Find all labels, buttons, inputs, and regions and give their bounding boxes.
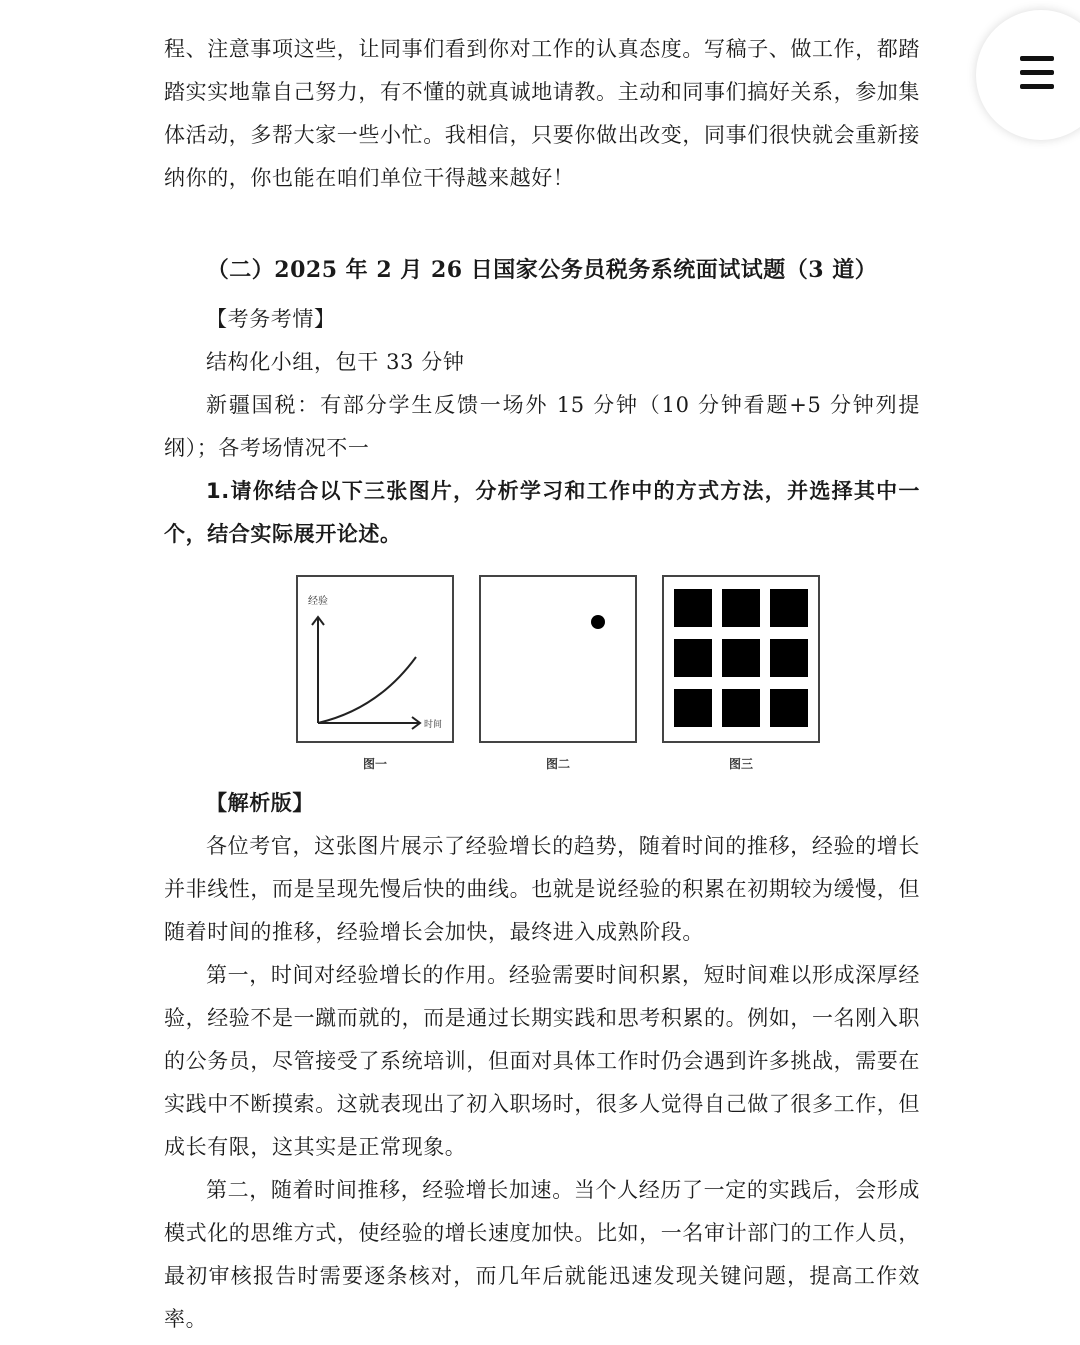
figure-three: [662, 575, 820, 743]
exam-format: 结构化小组，包干 33 分钟: [206, 350, 465, 374]
intro-paragraph: 程、注意事项这些，让同事们看到你对工作的认真态度。写稿子、做工作，都踏踏实实地靠自己努力，有不懂的就真诚地请教。主动和同事们搞好关系，参加集体活动，多帮大家一些小忙。我相信，只要你做出改变，同事们很快就会重新接纳你的，你也能在咱们单位干得越来越好！: [164, 37, 920, 190]
analysis-block: [164, 782, 920, 1341]
x-axis-label: 时间: [424, 720, 443, 730]
menu-button[interactable]: [976, 10, 1080, 140]
figure-one: [296, 575, 454, 743]
single-dot-figure: [481, 577, 635, 741]
intro-block: [164, 28, 920, 200]
hamburger-menu-icon: [1020, 56, 1054, 98]
figure-two: [479, 575, 637, 743]
grid-square: [674, 689, 712, 727]
xinjiang-note: 新疆国税：有部分学生反馈一场外 15 分钟（10 分钟看题+5 分钟列提纲）；各考场情况不一: [164, 393, 920, 460]
grid-square: [722, 689, 760, 727]
y-axis-label: 经验: [308, 596, 328, 607]
analysis-paragraph: 第二，随着时间推移，经验增长加速。当个人经历了一定的实践后，会形成模式化的思维方式，使经验的增长速度加快。比如，一名审计部门的工作人员，最初审核报告时需要逐条核对，而几年后就能迅速发现关键问题，提高工作效率。: [164, 1178, 920, 1331]
grid-square: [674, 589, 712, 627]
grid-square: [770, 589, 808, 627]
figure-one-caption: 图一: [362, 757, 387, 771]
growth-curve: [318, 657, 416, 723]
figures-row: [296, 575, 826, 775]
figure-two-caption: 图二: [545, 757, 570, 771]
grid-square: [770, 639, 808, 677]
dot: [591, 615, 605, 629]
exam-info-label: 【考务考情】: [206, 307, 336, 331]
question-1: 1.请你结合以下三张图片，分析学习和工作中的方式方法，并选择其中一个，结合实际展开论述。: [164, 479, 920, 546]
analysis-label: 【解析版】: [206, 791, 314, 815]
section-title: （二）2025 年 2 月 26 日国家公务员税务系统面试试题（3 道）: [206, 257, 878, 283]
grid-square: [770, 689, 808, 727]
grid-square: [674, 639, 712, 677]
grid-square: [722, 639, 760, 677]
grid-square: [722, 589, 760, 627]
experience-curve-chart: [298, 577, 452, 741]
analysis-paragraph: 第一，时间对经验增长的作用。经验需要时间积累，短时间难以形成深厚经验，经验不是一蹴而就的，而是通过长期实践和思考积累的。例如，一名刚入职的公务员，尽管接受了系统培训，但面对具体工作时仍会遇到许多挑战，需要在实践中不断摸索。这就表现出了初入职场时，很多人觉得自己做了很多工作，但成长有限，这其实是正常现象。: [164, 963, 920, 1159]
figure-three-caption: 图三: [728, 757, 753, 771]
exam-info-block: [164, 298, 920, 556]
analysis-paragraph: 各位考官，这张图片展示了经验增长的趋势，随着时间的推移，经验的增长并非线性，而是呈现先慢后快的曲线。也就是说经验的积累在初期较为缓慢，但随着时间的推移，经验增长会加快，最终进入成熟阶段。: [164, 834, 920, 944]
